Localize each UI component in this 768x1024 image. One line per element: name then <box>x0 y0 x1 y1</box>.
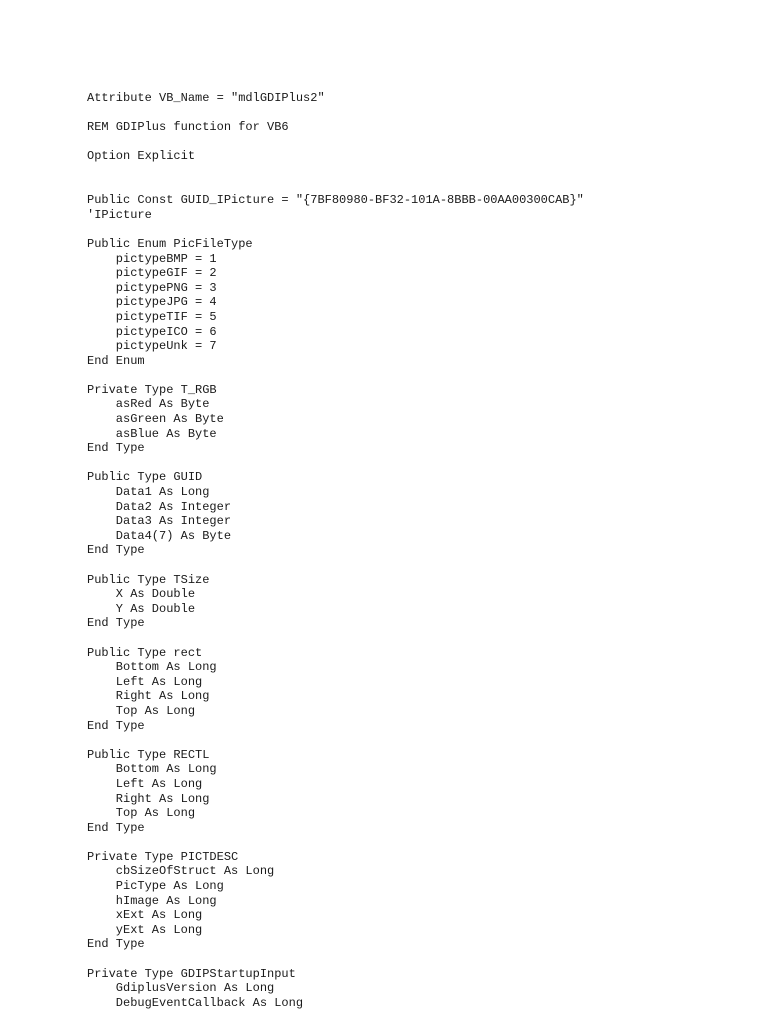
code-line: End Type <box>87 616 145 631</box>
code-line <box>87 179 584 194</box>
code-line: pictypeBMP = 1 <box>87 251 217 266</box>
code-line: asRed As Byte <box>87 397 210 412</box>
code-listing <box>87 91 584 1010</box>
code-line: Private Type T_RGB <box>87 382 217 397</box>
code-line: Public Const GUID_IPicture = "{7BF80980-BF32-101A-8BBB-00AA00300CAB}" <box>87 193 584 208</box>
code-line: pictypePNG = 3 <box>87 280 217 295</box>
code-line: GdiplusVersion As Long <box>87 981 275 996</box>
code-line: pictypeICO = 6 <box>87 324 217 339</box>
code-line: xExt As Long <box>87 908 203 923</box>
code-line: End Type <box>87 543 145 558</box>
code-line <box>87 135 584 150</box>
code-line: End Type <box>87 441 145 456</box>
code-line: hImage As Long <box>87 893 217 908</box>
code-line: End Type <box>87 718 145 733</box>
code-line: Data1 As Long <box>87 485 210 500</box>
code-line <box>87 631 584 646</box>
code-line: Public Enum PicFileType <box>87 236 253 251</box>
code-line: REM GDIPlus function for VB6 <box>87 120 289 135</box>
code-line: Y As Double <box>87 601 196 616</box>
code-line <box>87 222 584 237</box>
code-line: pictypeTIF = 5 <box>87 309 217 324</box>
code-line <box>87 558 584 573</box>
code-line: Right As Long <box>87 689 210 704</box>
code-line: Right As Long <box>87 791 210 806</box>
code-line: End Enum <box>87 353 145 368</box>
code-line: asGreen As Byte <box>87 412 224 427</box>
code-line <box>87 733 584 748</box>
code-line: Left As Long <box>87 674 203 689</box>
code-line: Option Explicit <box>87 149 196 164</box>
code-line: Public Type GUID <box>87 470 203 485</box>
code-line: End Type <box>87 820 145 835</box>
code-line: pictypeUnk = 7 <box>87 339 217 354</box>
code-line: pictypeJPG = 4 <box>87 295 217 310</box>
code-line: cbSizeOfStruct As Long <box>87 864 275 879</box>
code-line: Top As Long <box>87 703 196 718</box>
code-line: 'IPicture <box>87 207 152 222</box>
code-line: Private Type GDIPStartupInput <box>87 966 296 981</box>
code-line: Public Type RECTL <box>87 747 210 762</box>
code-line: Attribute VB_Name = "mdlGDIPlus2" <box>87 91 325 105</box>
code-line: asBlue As Byte <box>87 426 217 441</box>
code-line: Private Type PICTDESC <box>87 849 239 864</box>
code-line: yExt As Long <box>87 922 203 937</box>
code-line: Bottom As Long <box>87 762 217 777</box>
code-line: Public Type TSize <box>87 572 210 587</box>
code-line: Top As Long <box>87 806 196 821</box>
code-line: Data4(7) As Byte <box>87 528 232 543</box>
code-line <box>87 106 584 121</box>
code-line: Bottom As Long <box>87 660 217 675</box>
code-line <box>87 368 584 383</box>
code-line <box>87 835 584 850</box>
code-line: DebugEventCallback As Long <box>87 995 304 1010</box>
code-line: pictypeGIF = 2 <box>87 266 217 281</box>
code-line: Left As Long <box>87 776 203 791</box>
code-line: Data2 As Integer <box>87 499 232 514</box>
code-line: PicType As Long <box>87 879 224 894</box>
code-line: Data3 As Integer <box>87 514 232 529</box>
code-line <box>87 164 584 179</box>
code-line: End Type <box>87 937 145 952</box>
code-line: X As Double <box>87 587 196 602</box>
code-line: Public Type rect <box>87 645 203 660</box>
code-line <box>87 456 584 471</box>
code-line <box>87 952 584 967</box>
